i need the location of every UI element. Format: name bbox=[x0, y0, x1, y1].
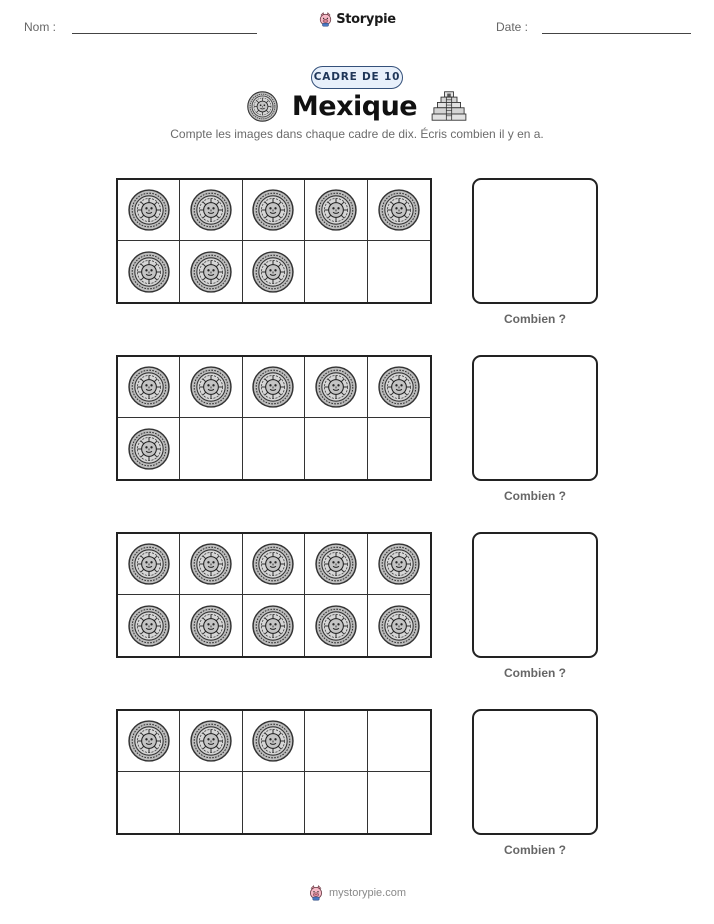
ten-frame-cell bbox=[118, 534, 180, 595]
ten-frame-cell bbox=[305, 180, 367, 241]
aztec-calendar-stone-icon bbox=[190, 720, 232, 762]
ten-frame-cell bbox=[305, 772, 367, 833]
storypie-pig-logo-icon bbox=[308, 885, 324, 901]
ten-frame-cell bbox=[305, 595, 367, 656]
ten-frame-cell bbox=[243, 357, 305, 418]
ten-frame-cell bbox=[180, 711, 242, 772]
aztec-calendar-stone-icon bbox=[128, 720, 170, 762]
aztec-calendar-stone-icon bbox=[252, 543, 294, 585]
aztec-calendar-stone-icon bbox=[315, 366, 357, 408]
ten-frame-cell bbox=[243, 595, 305, 656]
answer-label: Combien ? bbox=[504, 312, 566, 326]
ten-frame-cell bbox=[118, 711, 180, 772]
ten-frame-cell bbox=[305, 711, 367, 772]
title-row bbox=[0, 90, 714, 122]
ten-frame-cell bbox=[368, 418, 430, 479]
aztec-calendar-stone-icon bbox=[128, 605, 170, 647]
ten-frame-cell bbox=[243, 418, 305, 479]
ten-frame-cell bbox=[243, 180, 305, 241]
aztec-calendar-stone-icon bbox=[128, 366, 170, 408]
aztec-calendar-stone-icon bbox=[315, 605, 357, 647]
ten-frame-cell bbox=[368, 595, 430, 656]
aztec-calendar-stone-icon bbox=[252, 720, 294, 762]
ten-frame-cell bbox=[368, 357, 430, 418]
ten-frame-cell bbox=[305, 241, 367, 302]
date-line[interactable] bbox=[542, 33, 691, 34]
ten-frame-cell bbox=[118, 357, 180, 418]
ten-frame-cell bbox=[305, 418, 367, 479]
ten-frame-cell bbox=[368, 241, 430, 302]
answer-box-1[interactable] bbox=[472, 178, 598, 304]
name-label: Nom : bbox=[24, 20, 57, 34]
aztec-calendar-stone-icon bbox=[128, 543, 170, 585]
ten-frame-cell bbox=[180, 357, 242, 418]
aztec-calendar-stone-icon bbox=[190, 189, 232, 231]
ten-frame-cell bbox=[243, 711, 305, 772]
answer-box-4[interactable] bbox=[472, 709, 598, 835]
aztec-calendar-stone-icon bbox=[252, 366, 294, 408]
aztec-calendar-stone-icon bbox=[190, 605, 232, 647]
answer-label: Combien ? bbox=[504, 489, 566, 503]
footer bbox=[0, 885, 714, 906]
aztec-calendar-stone-icon bbox=[190, 251, 232, 293]
ten-frame-cell bbox=[180, 418, 242, 479]
ten-frame-cell bbox=[180, 241, 242, 302]
ten-frame-cell bbox=[118, 180, 180, 241]
aztec-calendar-stone-icon bbox=[378, 189, 420, 231]
ten-frame-cell bbox=[118, 595, 180, 656]
ten-frame-cell bbox=[305, 357, 367, 418]
ten-frame-cell bbox=[180, 595, 242, 656]
ten-frame-cell bbox=[368, 534, 430, 595]
ten-frame-cell bbox=[180, 772, 242, 833]
aztec-calendar-stone-icon bbox=[378, 543, 420, 585]
ten-frame-cell bbox=[368, 772, 430, 833]
aztec-calendar-stone-icon bbox=[128, 251, 170, 293]
ten-frame-cell bbox=[243, 772, 305, 833]
ten-frame-cell bbox=[180, 180, 242, 241]
ten-frame-cell bbox=[368, 711, 430, 772]
aztec-calendar-stone-icon bbox=[315, 189, 357, 231]
storypie-pig-logo-icon bbox=[318, 12, 333, 27]
brand-logo bbox=[0, 12, 714, 32]
aztec-calendar-stone-icon bbox=[190, 543, 232, 585]
answer-box-3[interactable] bbox=[472, 532, 598, 658]
mayan-pyramid-icon bbox=[431, 90, 467, 122]
ten-frame-3 bbox=[116, 532, 432, 658]
footer-url: mystorypie.com bbox=[328, 887, 407, 899]
aztec-calendar-stone-icon bbox=[252, 189, 294, 231]
aztec-calendar-stone-icon bbox=[190, 366, 232, 408]
aztec-calendar-stone-icon bbox=[252, 605, 294, 647]
answer-box-2[interactable] bbox=[472, 355, 598, 481]
ten-frame-2 bbox=[116, 355, 432, 481]
ten-frame-cell bbox=[243, 534, 305, 595]
aztec-calendar-stone-icon bbox=[128, 189, 170, 231]
aztec-calendar-stone-icon bbox=[315, 543, 357, 585]
ten-frame-cell bbox=[305, 534, 367, 595]
name-line[interactable] bbox=[72, 33, 257, 34]
ten-frame-cell bbox=[180, 534, 242, 595]
answer-label: Combien ? bbox=[504, 843, 566, 857]
brand-name: Storypie bbox=[336, 12, 396, 27]
ten-frame-4 bbox=[116, 709, 432, 835]
ten-frame-cell bbox=[118, 241, 180, 302]
aztec-calendar-stone-icon bbox=[252, 251, 294, 293]
page-title: Mexique bbox=[291, 90, 418, 122]
ten-frame-cell bbox=[243, 241, 305, 302]
ten-frame-1 bbox=[116, 178, 432, 304]
aztec-calendar-stone-icon bbox=[378, 366, 420, 408]
ten-frame-cell bbox=[118, 772, 180, 833]
instruction-text: Compte les images dans chaque cadre de dix. Écris combien il y en a. bbox=[170, 127, 544, 141]
answer-label: Combien ? bbox=[504, 666, 566, 680]
ten-frame-cell bbox=[368, 180, 430, 241]
aztec-calendar-stone-icon bbox=[128, 428, 170, 470]
aztec-calendar-stone-icon bbox=[247, 91, 278, 122]
date-label: Date : bbox=[496, 20, 529, 34]
ten-frame-cell bbox=[118, 418, 180, 479]
worksheet-type-badge: CADRE DE 10 bbox=[311, 66, 403, 89]
aztec-calendar-stone-icon bbox=[378, 605, 420, 647]
